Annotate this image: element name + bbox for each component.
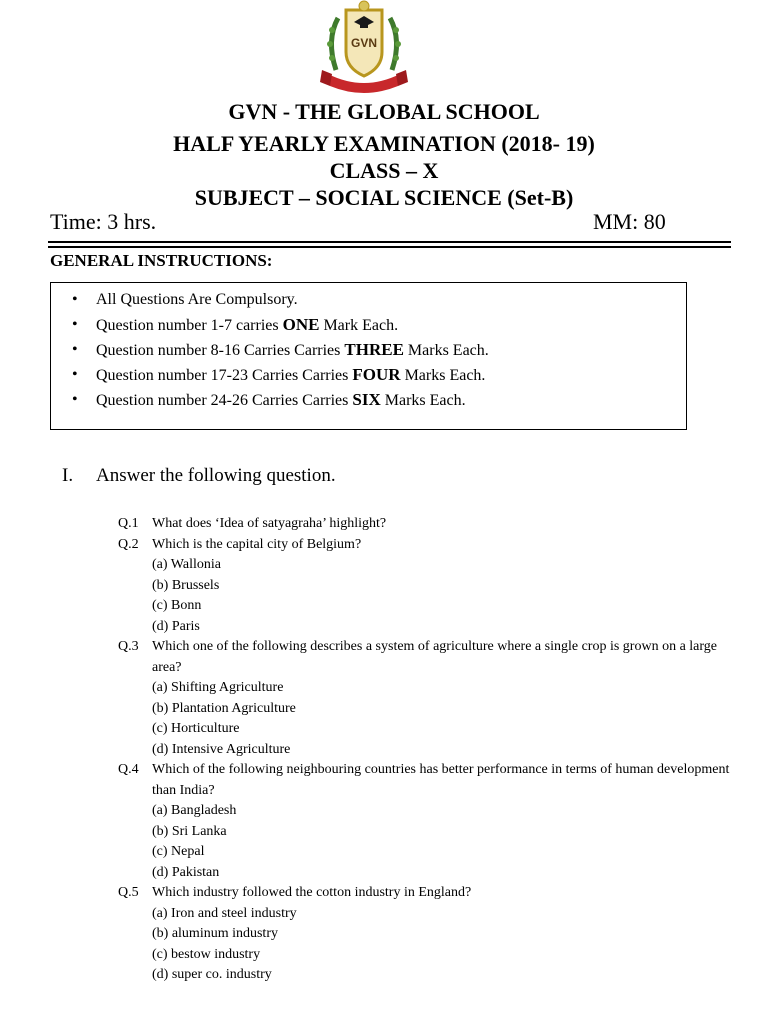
answer-option: (c) Horticulture bbox=[152, 721, 240, 736]
question-text: Which industry followed the cotton industry in England? bbox=[152, 885, 472, 900]
instruction-text-end: Marks Each. bbox=[403, 342, 489, 359]
instruction-text: Question number 24-26 Carries Carries bbox=[96, 392, 353, 409]
bullet-icon: • bbox=[72, 291, 78, 308]
answer-option: (b) Plantation Agriculture bbox=[152, 700, 296, 716]
answer-option: (c) bestow industry bbox=[152, 946, 261, 962]
instructions-box bbox=[50, 282, 687, 430]
instruction-text: Question number 17-23 Carries Carries bbox=[96, 367, 353, 384]
question-text: Which of the following neighbouring countries has better performance in terms of human development than India? bbox=[152, 762, 730, 798]
instruction-item bbox=[51, 287, 686, 312]
answer-option: (d) Intensive Agriculture bbox=[152, 741, 291, 757]
section-title: Answer the following question. bbox=[96, 465, 336, 486]
logo-text: GVN bbox=[350, 36, 377, 50]
instructions-heading: GENERAL INSTRUCTIONS: bbox=[50, 251, 273, 270]
answer-option: (c) Bonn bbox=[152, 598, 202, 613]
bullet-icon: • bbox=[72, 316, 78, 333]
instruction-item bbox=[51, 337, 686, 362]
instruction-text-end: Mark Each. bbox=[319, 317, 399, 334]
bullet-icon: • bbox=[72, 391, 78, 408]
answer-option: (d) Paris bbox=[152, 618, 200, 634]
instruction-item bbox=[51, 362, 686, 387]
answer-option: (a) Iron and steel industry bbox=[152, 905, 297, 921]
section-number: I. bbox=[62, 465, 74, 486]
bullet-icon: • bbox=[72, 341, 78, 358]
header-divider-bottom bbox=[48, 246, 731, 248]
answer-option: (a) Bangladesh bbox=[152, 803, 237, 818]
instruction-item bbox=[51, 387, 686, 412]
instruction-text-end: Marks Each. bbox=[400, 367, 486, 384]
answer-option: (b) aluminum industry bbox=[152, 926, 278, 941]
question-number: Q.5 bbox=[118, 885, 139, 900]
answer-option: (a) Shifting Agriculture bbox=[152, 680, 284, 695]
instruction-text: Question number 1-7 carries bbox=[96, 317, 283, 334]
question-number: Q.3 bbox=[118, 639, 139, 654]
questions-list bbox=[0, 514, 768, 986]
instruction-text: All Questions Are Compulsory. bbox=[96, 291, 298, 308]
time-label: Time: 3 hrs. bbox=[50, 209, 157, 234]
exam-title: HALF YEARLY EXAMINATION (2018- 19) bbox=[173, 131, 595, 156]
question-text: What does ‘Idea of satyagraha’ highlight? bbox=[152, 516, 387, 531]
question-number: Q.4 bbox=[118, 762, 139, 777]
header-divider-top bbox=[48, 241, 731, 243]
question-text: Which one of the following describes a system of agriculture where a single crop is grown on a large area? bbox=[152, 639, 718, 675]
instruction-text-end: Marks Each. bbox=[380, 392, 466, 409]
instructions-list bbox=[51, 287, 686, 412]
school-logo bbox=[318, 0, 410, 96]
answer-option: (d) Pakistan bbox=[152, 864, 220, 880]
instruction-emphasis: FOUR bbox=[352, 365, 401, 384]
instruction-text: Question number 8-16 Carries Carries bbox=[96, 342, 345, 359]
question bbox=[0, 637, 768, 760]
instruction-emphasis: SIX bbox=[352, 390, 381, 409]
question-number: Q.2 bbox=[118, 536, 139, 552]
instruction-emphasis: ONE bbox=[282, 315, 320, 334]
question bbox=[0, 760, 768, 883]
instruction-emphasis: THREE bbox=[344, 340, 404, 359]
answer-option: (d) super co. industry bbox=[152, 967, 272, 982]
question bbox=[0, 514, 768, 535]
bullet-icon: • bbox=[72, 366, 78, 383]
class-label: CLASS – X bbox=[329, 158, 439, 183]
question-number: Q.1 bbox=[118, 516, 139, 531]
subject-label: SUBJECT – SOCIAL SCIENCE (Set-B) bbox=[194, 185, 574, 210]
question bbox=[0, 535, 768, 638]
instruction-item bbox=[51, 312, 686, 337]
max-marks: MM: 80 bbox=[593, 209, 666, 234]
answer-option: (c) Nepal bbox=[152, 844, 205, 859]
answer-option: (a) Wallonia bbox=[152, 557, 221, 572]
answer-option: (b) Sri Lanka bbox=[152, 823, 227, 839]
answer-option: (b) Brussels bbox=[152, 577, 220, 593]
school-name: GVN - THE GLOBAL SCHOOL bbox=[228, 99, 540, 124]
question-text: Which is the capital city of Belgium? bbox=[152, 536, 362, 552]
question bbox=[0, 883, 768, 986]
